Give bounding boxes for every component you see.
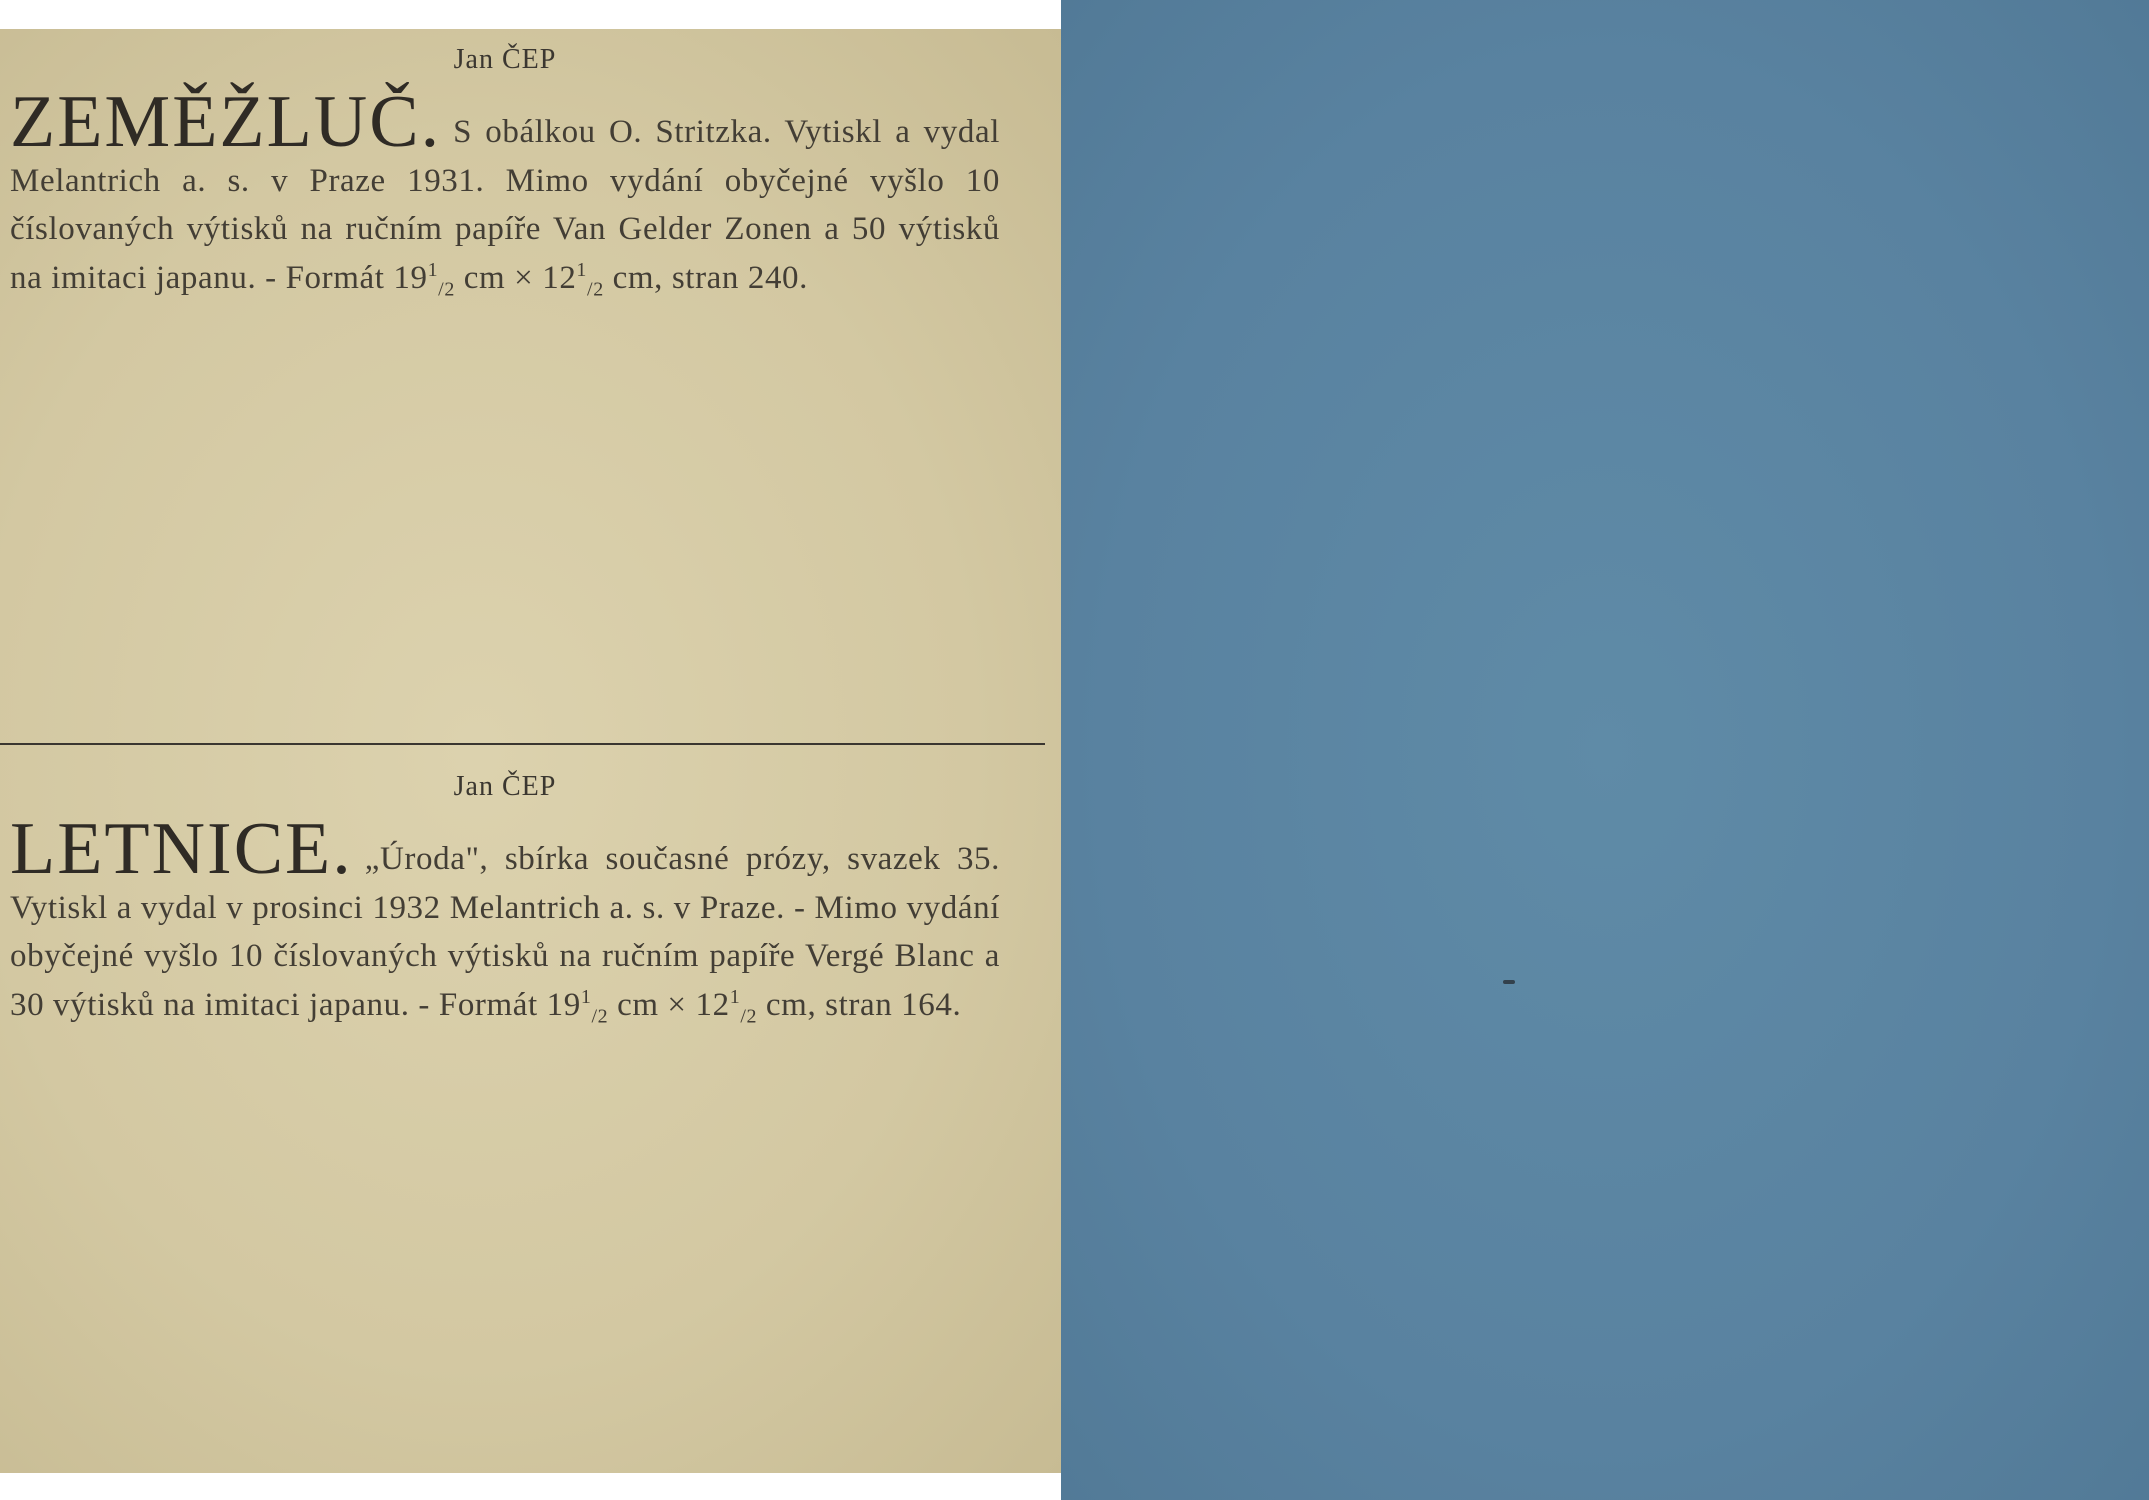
fraction-numerator: 1 xyxy=(576,258,588,281)
paper-speck xyxy=(1503,980,1515,984)
left-page xyxy=(0,29,1061,1473)
fraction-numerator: 1 xyxy=(729,985,741,1008)
blue-cover-page xyxy=(1061,0,2149,1500)
book-entry-zemezluc xyxy=(10,44,1000,302)
author-name: Jan ČEP xyxy=(453,771,557,802)
entry-body-part-1: „Úroda", sbírka současné prózy, svazek 35. Vytiskl a vydal v prosinci 1932 Melantrich a. s. v Praze. - Mimo vydání obyčejné vyšlo 10 číslovaných výtisků na ručním papíře Vergé Blanc a 30 výtisků na imitaci japanu. - Formát 19 xyxy=(10,841,1000,1023)
book-title: LETNICE. xyxy=(10,808,353,890)
entry-body-part-3: cm, stran 240. xyxy=(603,259,809,296)
book-title: ZEMĚŽLUČ. xyxy=(10,81,442,163)
fraction-denominator: /2 xyxy=(591,1005,609,1028)
entry-text xyxy=(10,808,1000,1029)
fraction-numerator: 1 xyxy=(427,258,439,281)
entry-body-part-2: cm × 12 xyxy=(454,259,577,296)
entry-body-part-3: cm, stran 164. xyxy=(757,986,962,1023)
section-divider xyxy=(0,743,1045,745)
entry-text xyxy=(10,81,1000,302)
author-name: Jan ČEP xyxy=(453,44,557,75)
fraction-denominator: /2 xyxy=(740,1005,758,1028)
entry-body-part-2: cm × 12 xyxy=(608,986,730,1023)
entry-body-part-1: S obálkou O. Stritzka. Vytiskl a vydal Melantrich a. s. v Praze 1931. Mimo vydání obyčejné vyšlo 10 číslovaných výtisků na ručním papíře Van Gelder Zonen a 50 výtisků na imitaci japanu. - Formát 19 xyxy=(10,114,1000,296)
fraction-denominator: /2 xyxy=(587,278,604,301)
top-margin xyxy=(0,0,1061,29)
bottom-margin xyxy=(0,1473,1061,1500)
book-entry-letnice xyxy=(10,771,1000,1029)
fraction-denominator: /2 xyxy=(438,278,455,301)
fraction-numerator: 1 xyxy=(580,985,592,1008)
